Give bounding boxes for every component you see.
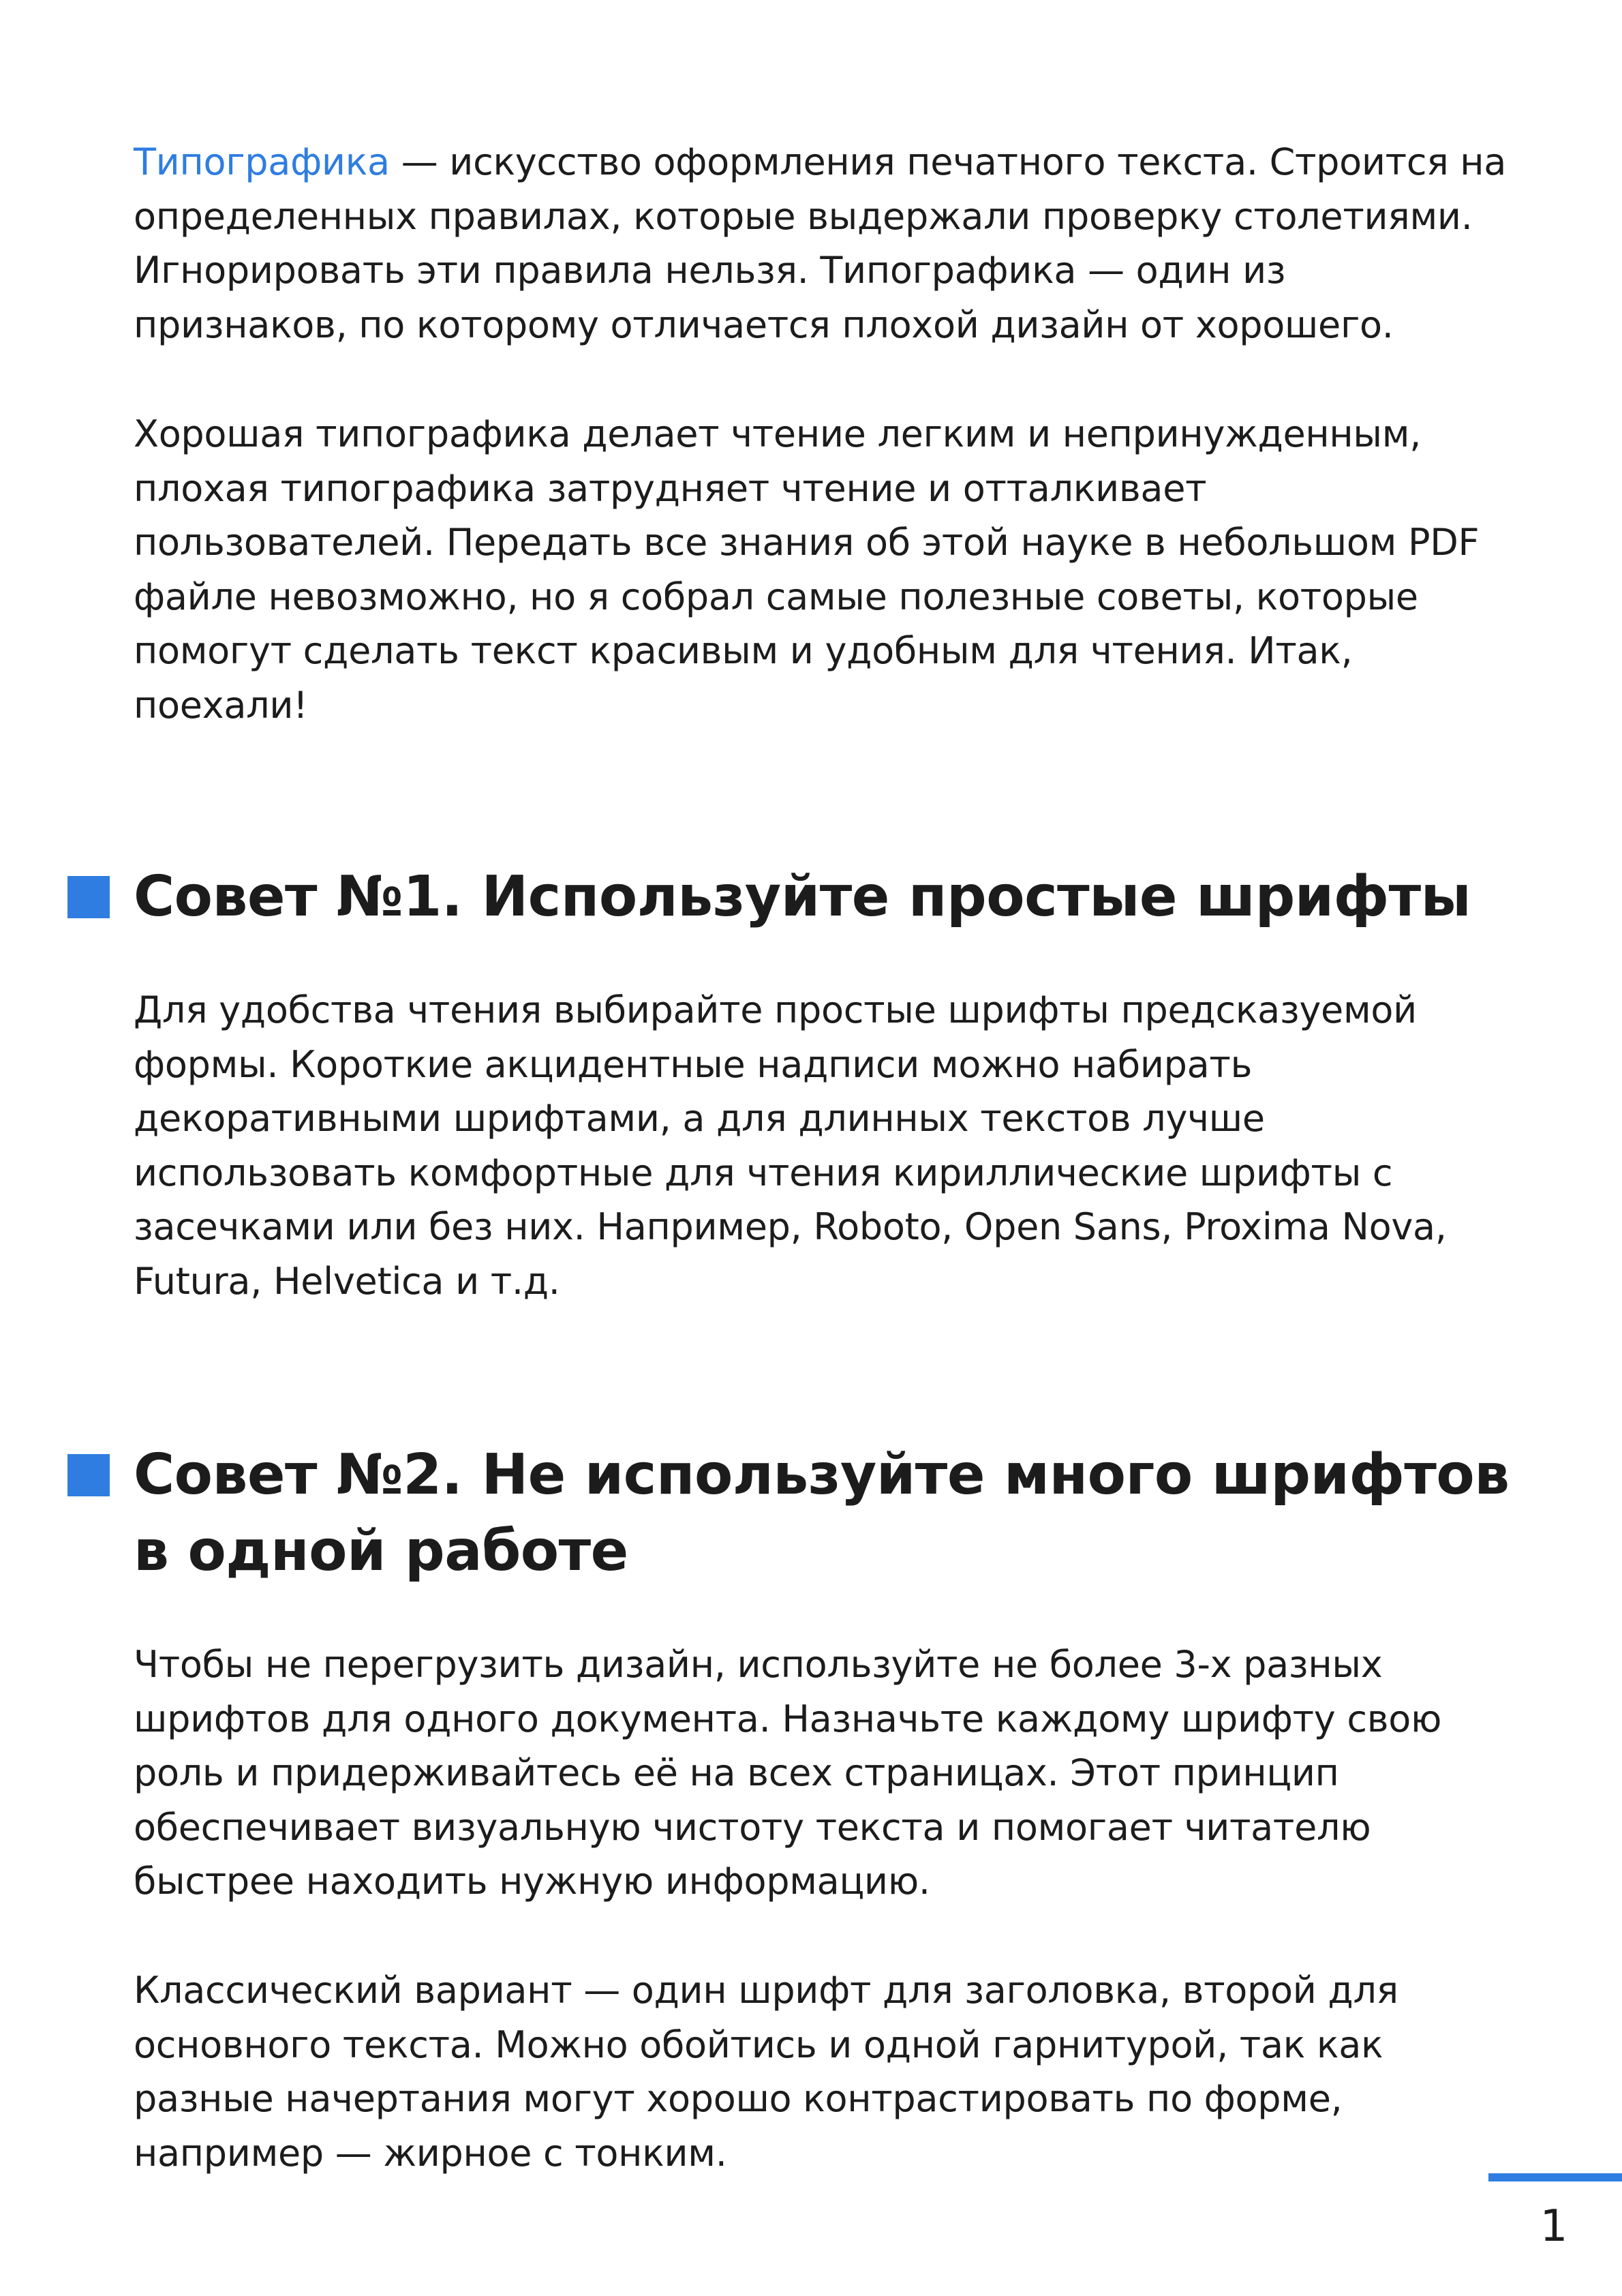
intro-line-1 [134,135,1510,190]
typography-link[interactable]: Типографика [134,140,390,183]
tip-1-body-line: использовать комфортные для чтения кириллические шрифты с [134,1151,1393,1194]
tip-1-body-line: формы. Короткие акцидентные надписи можно набирать [134,1042,1253,1086]
tip-1-body-line: Futura, Helvetica и т.д. [134,1259,560,1303]
tip-1-body [134,983,1510,1308]
tip-2-body-paragraph-1 [134,1637,1510,1909]
intro-line-1-rest: — искусство оформления печатного текста. Строится на [389,140,1507,183]
tip-2-body-paragraph-2 [134,1963,1510,2180]
intro-line: помогут сделать текст красивым и удобным для чтения. Итак, [134,629,1353,672]
intro-line: Игнорировать эти правила нельзя. Типографика — один из [134,249,1286,292]
tip-1-bullet-square [67,876,110,918]
tip-2-body-line: обеспечивает визуальную чистоту текста и помогает читателю [134,1805,1371,1849]
tip-2-body-line: основного текста. Можно обойтись и одной гарнитурой, так как [134,2023,1383,2066]
tip-1-body-line: декоративными шрифтами, а для длинных текстов лучше [134,1097,1265,1140]
intro-line: Хорошая типографика делает чтение легким и непринужденным, [134,412,1422,455]
tip-2-heading-line: Совет №2. Не используйте много шрифтов [134,1442,1510,1507]
page-number-rule [1488,2173,1622,2181]
page-number: 1 [1540,2201,1568,2252]
tip-1-heading [134,859,1565,935]
tip-2-bullet-square [67,1454,110,1496]
intro-paragraph-2 [134,407,1510,732]
intro-line: определенных правилах, которые выдержали проверку столетиями. [134,194,1473,238]
tip-2-body-line: разные начертания могут хорошо контрастировать по форме, [134,2077,1343,2120]
tip-1-body-line: Для удобства чтения выбирайте простые шрифты предсказуемой [134,988,1417,1031]
intro-line: признаков, по которому отличается плохой дизайн от хорошего. [134,303,1394,346]
tip-2-body-line: быстрее находить нужную информацию. [134,1860,930,1903]
tip-2-body-line: например — жирное с тонким. [134,2131,727,2175]
tip-2-body-line: шрифтов для одного документа. Назначьте каждому шрифту свою [134,1697,1442,1740]
tip-2-body-line: Чтобы не перегрузить дизайн, используйте не более 3-х разных [134,1643,1383,1686]
tip-2-heading-line: в одной работе [134,1519,628,1584]
intro-line: поехали! [134,683,308,727]
intro-line: файле невозможно, но я собрал самые полезные советы, которые [134,575,1418,618]
tip-1-body-line: засечками или без них. Например, Roboto, Open Sans, Proxima Nova, [134,1205,1447,1248]
intro-line: пользователей. Передать все знания об этой науке в небольшом PDF [134,521,1480,564]
tip-2-body-line: Классический вариант — один шрифт для заголовка, второй для [134,1969,1398,2012]
tip-2-body-line: роль и придерживайтесь её на всех страницах. Этот принцип [134,1751,1339,1794]
intro-paragraph-1 [134,135,1510,352]
tip-1-heading-line: Совет №1. Используйте простые шрифты [134,864,1471,929]
intro-line: плохая типографика затрудняет чтение и отталкивает [134,466,1207,510]
tip-2-heading [134,1437,1565,1590]
